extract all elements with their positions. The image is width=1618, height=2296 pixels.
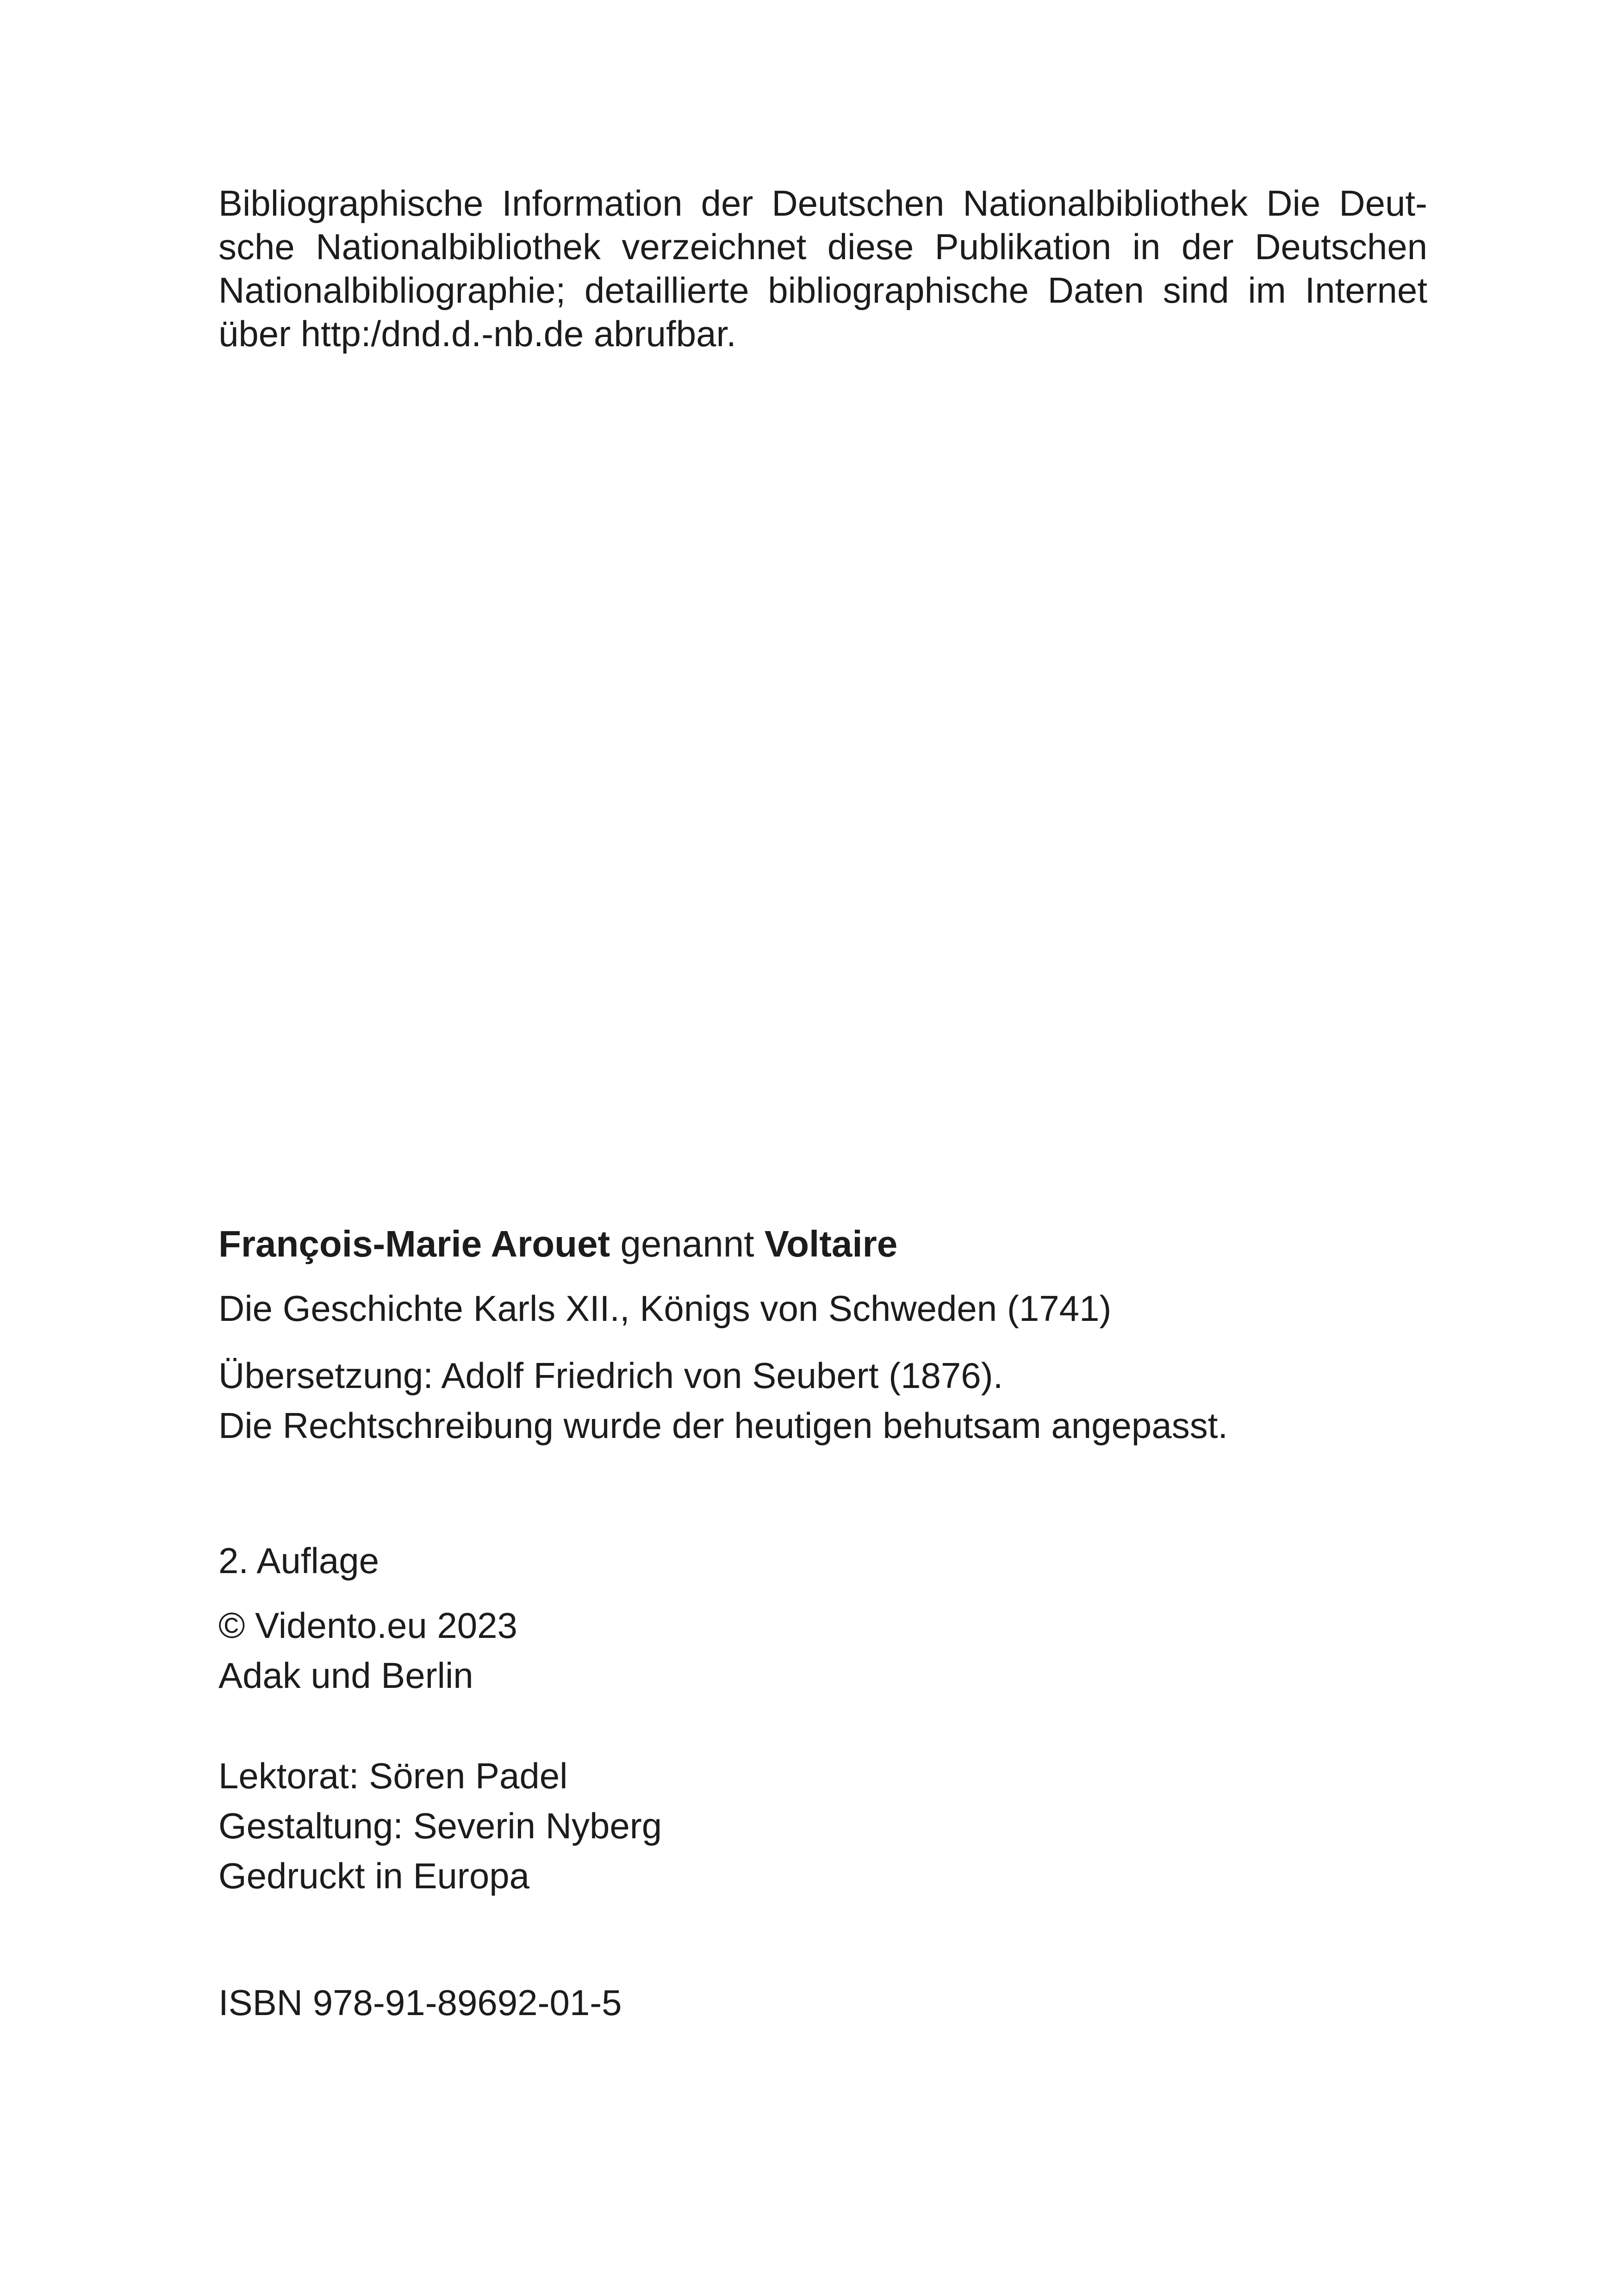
bibliographic-notice — [218, 181, 1427, 355]
translation-credit: Übersetzung: Adolf Friedrich von Seubert (1876). — [218, 1355, 1003, 1396]
author-connector: genannt — [610, 1223, 765, 1264]
bibliographic-notice-line: Nationalbibliographie; detaillierte bibliographische Daten sind im Internet — [218, 270, 1427, 311]
edition-label: 2. Auflage — [218, 1540, 379, 1581]
bibliographic-notice-line: Bibliographische Information der Deutschen Nationalbibliothek Die Deut- — [218, 183, 1427, 224]
author-credit — [218, 1222, 1427, 1266]
copyright-line: © Vidento.eu 2023 — [218, 1605, 517, 1646]
bibliographic-notice-line: sche Nationalbibliothek verzeichnet diese Publikation in der Deutschen — [218, 226, 1427, 267]
work-title: Die Geschichte Karls XII., Königs von Schweden (1741) — [218, 1288, 1112, 1329]
editor-credit: Lektorat: Sören Padel — [218, 1755, 568, 1796]
isbn: ISBN 978-91-89692-01-5 — [218, 1982, 622, 2023]
printed-location: Gedruckt in Europa — [218, 1855, 530, 1896]
author-name: François-Marie Arouet — [218, 1223, 610, 1264]
design-credit: Gestaltung: Severin Nyberg — [218, 1805, 662, 1846]
spelling-note: Die Rechtschreibung wurde der heutigen behutsam angepasst. — [218, 1405, 1228, 1446]
publisher-place: Adak und Berlin — [218, 1655, 473, 1696]
bibliographic-notice-line: über http:/dnd.d.-nb.de abrufbar. — [218, 313, 736, 354]
author-pseudonym: Voltaire — [764, 1223, 898, 1264]
